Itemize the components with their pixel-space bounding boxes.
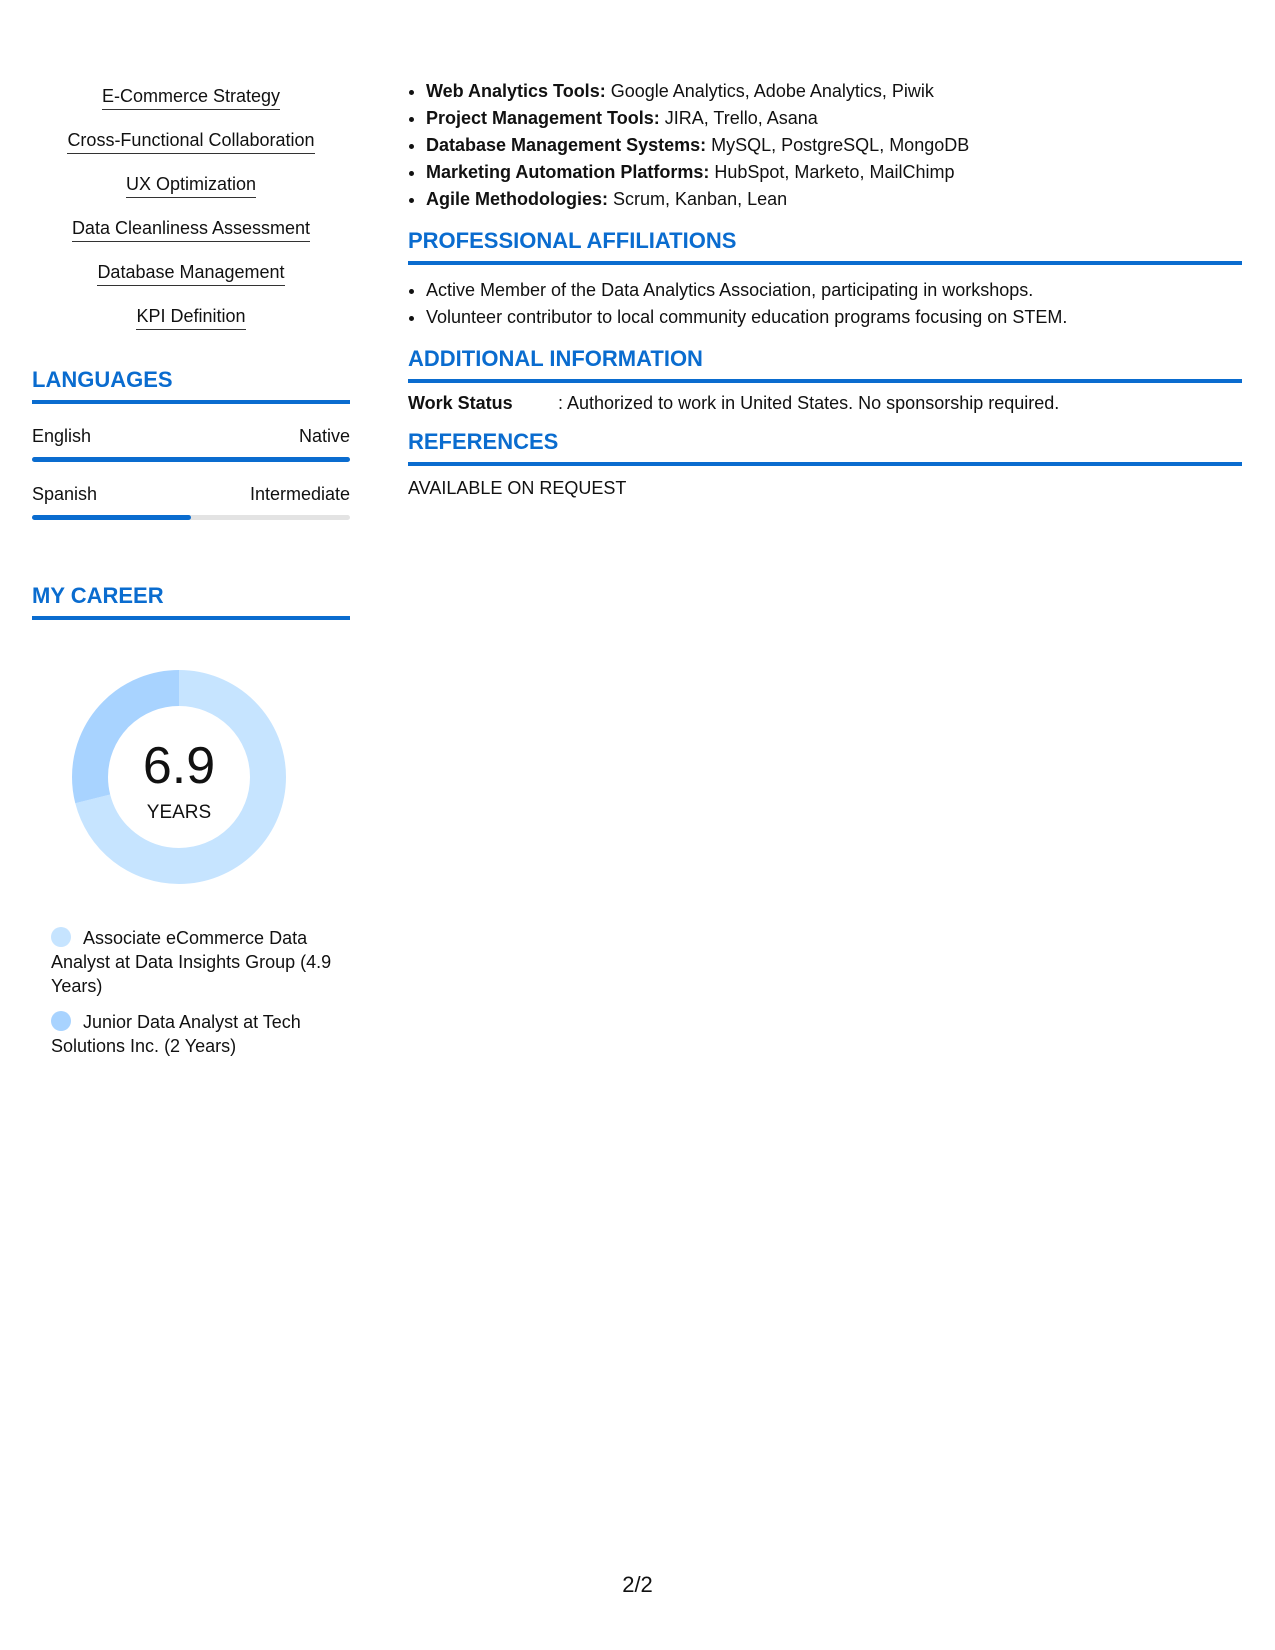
references-text: AVAILABLE ON REQUEST (408, 478, 627, 498)
tool-item: • Database Management Systems: MySQL, PostgreSQL, MongoDB (426, 132, 1242, 159)
work-status-row (408, 393, 1242, 414)
language-name: Spanish (32, 484, 98, 504)
tool-item: • Web Analytics Tools: Google Analytics, Adobe Analytics, Piwik (426, 78, 1242, 105)
skill-item: KPI Definition (32, 304, 350, 330)
skill-item: Cross-Functional Collaboration (32, 128, 350, 154)
career-legend (51, 926, 341, 1058)
legend-dot-icon (51, 1011, 71, 1031)
tools-list (408, 78, 1242, 213)
skills-list (32, 84, 350, 330)
language-proficiency-fill (32, 515, 191, 520)
tool-item: • Project Management Tools: JIRA, Trello, Asana (426, 105, 1242, 132)
legend-item (51, 926, 341, 998)
skill-item: Data Cleanliness Assessment (32, 216, 350, 242)
affiliation-item: • Active Member of the Data Analytics Association, participating in workshops. (426, 277, 1242, 304)
skill-item: Database Management (32, 260, 350, 286)
language-proficiency-bar (32, 457, 350, 462)
language-spanish (32, 484, 350, 520)
tool-item: • Agile Methodologies: Scrum, Kanban, Lean (426, 186, 1242, 213)
language-english (32, 426, 350, 462)
additional-info-title: ADDITIONAL INFORMATION (408, 345, 1242, 383)
career-title: MY CAREER (32, 582, 350, 620)
work-status-value: : Authorized to work in United States. No sponsorship required. (558, 393, 1060, 413)
language-name: English (32, 426, 92, 446)
page-number: 2/2 (622, 1572, 653, 1597)
references-section (408, 428, 1242, 499)
career-donut-chart (66, 664, 292, 890)
affiliations-list (408, 277, 1242, 331)
legend-dot-icon (51, 927, 71, 947)
legend-label: Associate eCommerce Data Analyst at Data Insights Group (4.9 Years) (51, 928, 332, 996)
career-total-years: 6.9 (142, 737, 216, 795)
skill-item: UX Optimization (32, 172, 350, 198)
left-column (32, 84, 350, 1070)
language-level: Intermediate (249, 484, 350, 504)
language-level: Native (298, 426, 350, 446)
skill-item: E-Commerce Strategy (32, 84, 350, 110)
language-proficiency-fill (32, 457, 350, 462)
affiliations-section (408, 227, 1242, 331)
legend-item (51, 1010, 341, 1058)
affiliation-item: • Volunteer contributor to local community education programs focusing on STEM. (426, 304, 1242, 331)
references-title: REFERENCES (408, 428, 1242, 466)
languages-title: LANGUAGES (32, 366, 350, 404)
work-status-label: Work Status (408, 393, 513, 413)
legend-label: Junior Data Analyst at Tech Solutions Inc. (2 Years) (51, 1012, 301, 1056)
affiliations-title: PROFESSIONAL AFFILIATIONS (408, 227, 1242, 265)
additional-info-section (408, 345, 1242, 414)
language-proficiency-bar (32, 515, 350, 520)
tool-item: • Marketing Automation Platforms: HubSpot, Marketo, MailChimp (426, 159, 1242, 186)
career-total-unit: YEARS (146, 802, 212, 823)
right-column (408, 78, 1242, 499)
